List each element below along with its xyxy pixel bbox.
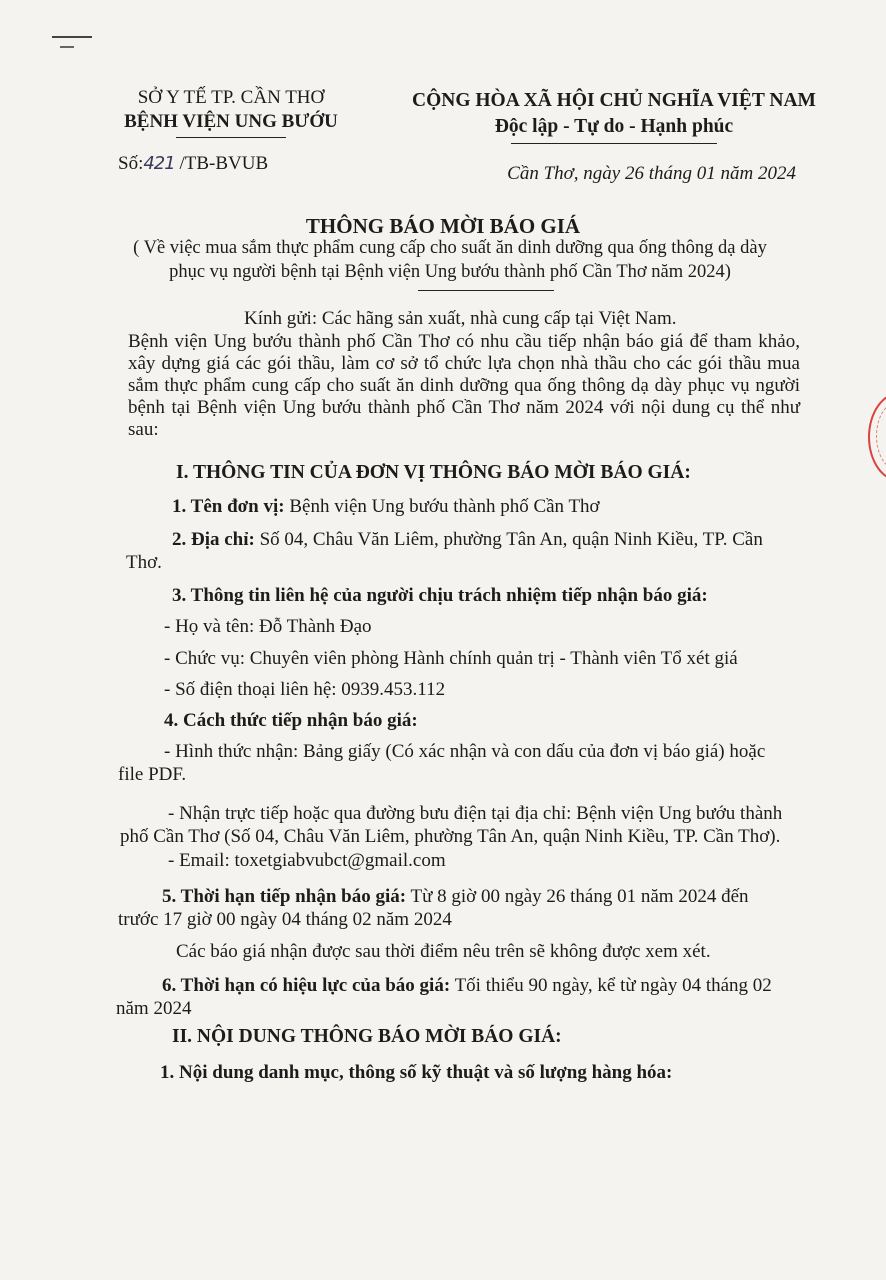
contact-phone: - Số điện thoại liên hệ: 0939.453.112 [164,679,446,700]
motto-underline [511,143,717,144]
contact-heading: 3. Thông tin liên hệ của người chịu trách nhiệm tiếp nhận báo giá: [172,585,708,606]
unit-line [172,496,600,518]
unit-value: Bệnh viện Ung bướu thành phố Cần Thơ [289,496,600,517]
intro-paragraph: Bệnh viện Ung bướu thành phố Cần Thơ có nhu cầu tiếp nhận báo giá để tham khảo, xây dựng giá các gói thầu, làm cơ sở tổ chức lựa chọn nhà thầu cho các gói thầu mua sắm thực phẩm cung cấp cho suất ăn dinh dưỡng qua ống thông dạ dày phục vụ người bệnh tại Bệnh viện Ung bướu thành phố Cần Thơ năm 2024 với nội dung cụ thể như sau: [128,331,800,440]
subject-underline [418,290,554,291]
scan-artifact [60,46,74,48]
parent-organization: SỞ Y TẾ TP. CẦN THƠ [137,87,325,108]
national-header [374,88,854,144]
handwritten-number: 421 [143,153,175,174]
unit-label: 1. Tên đơn vị: [172,496,285,517]
section-2-item-1: 1. Nội dung danh mục, thông số kỹ thuật và số lượng hàng hóa: [160,1062,673,1083]
deadline-value: Từ 8 giờ 00 ngày 26 tháng 01 năm 2024 đến [410,886,749,907]
deadline-note: Các báo giá nhận được sau thời điểm nêu trên sẽ không được xem xét. [176,941,711,962]
validity-line [162,975,772,997]
section-2-heading: II. NỘI DUNG THÔNG BÁO MỜI BÁO GIÁ: [172,1026,562,1047]
title-subject-line-2: phục vụ người bệnh tại Bệnh viện Ung bướu thành phố Cần Thơ năm 2024) [169,262,731,282]
method-email: - Email: toxetgiabvubct@gmail.com [168,850,446,871]
doc-number-label: Số: [118,153,144,174]
place-date: Cần Thơ, ngày 26 tháng 01 năm 2024 [507,163,796,184]
validity-line-2: năm 2024 [116,998,192,1019]
scan-artifact [52,36,92,38]
document-title: THÔNG BÁO MỜI BÁO GIÁ [305,214,581,238]
address-line [172,529,763,551]
method-form-line-2: file PDF. [118,764,187,785]
section-1-heading: I. THÔNG TIN CỦA ĐƠN VỊ THÔNG BÁO MỜI BÁO GIÁ: [176,462,691,483]
issuer-block [106,86,356,138]
deadline-label: 5. Thời hạn tiếp nhận báo giá: [162,886,407,907]
title-subject-line-1: ( Về việc mua sắm thực phẩm cung cấp cho suất ăn dinh dưỡng qua ống thông dạ dày [133,238,767,258]
method-form: - Hình thức nhận: Bảng giấy (Có xác nhận và con dấu của đơn vị báo giá) hoặc [164,741,766,762]
method-direct-line-2: phố Cần Thơ (Số 04, Châu Văn Liêm, phường Tân An, quận Ninh Kiều, TP. Cần Thơ). [120,826,781,847]
address-line-2: Thơ. [126,552,162,573]
validity-value: Tối thiểu 90 ngày, kể từ ngày 04 tháng 02 [454,975,772,996]
contact-name: - Họ và tên: Đỗ Thành Đạo [164,616,372,637]
issuer-underline [176,137,286,138]
deadline-line [162,886,749,908]
address-label: 2. Địa chỉ: [172,529,255,550]
nation-title: CỘNG HÒA XÃ HỘI CHỦ NGHĨA VIỆT NAM [412,90,816,111]
method-direct: - Nhận trực tiếp hoặc qua đường bưu điện tại địa chỉ: Bệnh viện Ung bướu thành [168,803,783,824]
national-motto: Độc lập - Tự do - Hạnh phúc [494,116,734,137]
deadline-line-2: trước 17 giờ 00 ngày 04 tháng 02 năm 2024 [118,909,452,930]
contact-position: - Chức vụ: Chuyên viên phòng Hành chính quản trị - Thành viên Tổ xét giá [164,648,738,669]
doc-number-suffix: /TB-BVUB [179,153,269,174]
address-value: Số 04, Châu Văn Liêm, phường Tân An, quận Ninh Kiều, TP. Cần [259,529,763,550]
greeting: Kính gửi: Các hãng sản xuất, nhà cung cấp tại Việt Nam. [244,308,677,329]
organization-name: BỆNH VIỆN UNG BƯỚU [124,111,338,132]
method-heading: 4. Cách thức tiếp nhận báo giá: [164,710,418,731]
validity-label: 6. Thời hạn có hiệu lực của báo giá: [162,975,451,996]
document-number [118,153,268,175]
